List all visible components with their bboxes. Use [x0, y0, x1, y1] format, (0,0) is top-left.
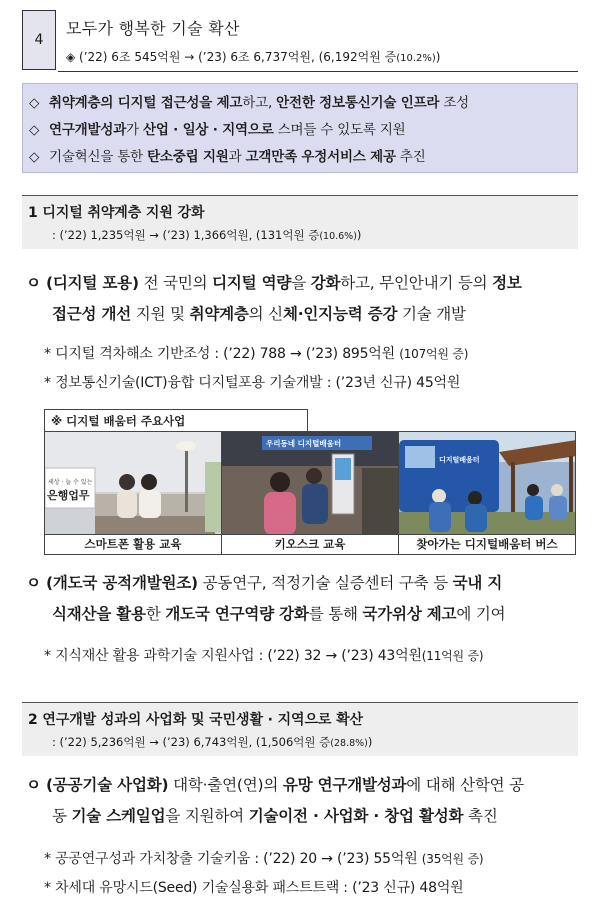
section-budget: ◈ (’22) 6조 545억원 → (’23) 6조 6,737억원, (6,192억원 증(10.2%)) [66, 50, 441, 64]
bullet-digital-inclusion: ㅇ (디지털 포용) 전 국민의 디지털 역량을 강화하고, 무인안내기 등의 정보 접근성 개선 지원 및 취약계층의 신체·인지능력 증강 기술 개발 [26, 268, 586, 330]
section-header [22, 10, 578, 72]
diamond-marker-icon: ◇ [29, 149, 40, 165]
detail-item: * 지식재산 활용 과학기술 지원사업 : (’22) 32 → (’23) 43억원(11억원 증) [44, 648, 484, 664]
subsection-title: 1 디지털 취약계층 지원 강화 [28, 205, 205, 221]
circle-bullet-icon: ㅇ [26, 776, 41, 794]
circle-bullet-icon: ㅇ [26, 574, 41, 592]
section-number: 4 [22, 10, 56, 70]
svg-text:은행업무: 은행업무 [47, 489, 90, 502]
photo-caption: 키오스크 교육 [222, 534, 398, 554]
goal-item: ◇ 연구개발성과가 산업 · 일상 · 지역으로 스며들 수 있도록 지원 [29, 118, 577, 145]
subsection-budget: : (’22) 5,236억원 → (’23) 6,743억원, (1,506억원 증(28.8%)) [52, 735, 373, 749]
bullet-oda: ㅇ (개도국 공적개발원조) 공동연구, 적정기술 실증센터 구축 등 국내 지 식재산을 활용한 개도국 연구역량 강화를 통해 국가위상 제고에 기여 [26, 568, 586, 630]
photo-caption: 찾아가는 디지털배움터 버스 [399, 534, 575, 554]
bullet-public-tech: ㅇ (공공기술 사업화) 대학·출연(연)의 유망 연구개발성과에 대해 산학연 공 동 기술 스케일업을 지원하여 기술이전 · 사업화 · 창업 활성화 촉진 [26, 770, 586, 832]
goal-item: ◇ 기술혁신을 통한 탄소중립 지원과 고객만족 우정서비스 제공 추진 [29, 145, 577, 172]
goals-box [22, 83, 578, 173]
photo-digital-bus [399, 432, 575, 554]
photo-caption: 스마트폰 활용 교육 [45, 534, 221, 554]
photo-box [44, 431, 576, 555]
circle-bullet-icon: ㅇ [26, 274, 41, 292]
diamond-marker-icon: ◇ [29, 95, 40, 111]
photo-kiosk-education [222, 432, 399, 554]
smartphone-education-photo [45, 432, 221, 535]
detail-item: * 디지털 격차해소 기반조성 : (’22) 788 → (’23) 895억원 (107억원 증) [44, 346, 469, 362]
digital-bus-photo [399, 432, 575, 535]
goal-item: ◇ 취약계층의 디지털 접근성을 제고하고, 안전한 정보통신기술 인프라 조성 [29, 91, 577, 118]
detail-item: * 차세대 유망시드(Seed) 기술실용화 패스트트랙 : (’23 신규) 48억원 [44, 880, 464, 896]
diamond-marker-icon: ◇ [29, 122, 40, 138]
photo-smartphone-education [45, 432, 222, 554]
svg-text:세상 · 늘 수 있는: 세상 · 늘 수 있는 [48, 479, 93, 486]
detail-item: * 공공연구성과 가치창출 기술키움 : (’22) 20 → (’23) 55억원 (35억원 증) [44, 851, 484, 867]
kiosk-education-photo [222, 432, 398, 535]
svg-text:디지털배움터: 디지털배움터 [439, 456, 480, 464]
subsection-header-2 [22, 702, 578, 756]
subsection-header-1 [22, 195, 578, 249]
detail-item: * 정보통신기술(ICT)융합 디지털포용 기술개발 : (’23년 신규) 45억원 [44, 375, 461, 391]
svg-text:우리동네 디지털배움터: 우리동네 디지털배움터 [266, 439, 342, 448]
section-title: 모두가 행복한 기술 확산 [66, 19, 240, 38]
photo-box-tag: ※ 디지털 배움터 주요사업 [44, 409, 308, 431]
subsection-title: 2 연구개발 성과의 사업화 및 국민생활 · 지역으로 확산 [28, 712, 363, 728]
subsection-budget: : (’22) 1,235억원 → (’23) 1,366억원, (131억원 증(10.6%)) [52, 228, 362, 242]
section-underline [58, 71, 578, 72]
